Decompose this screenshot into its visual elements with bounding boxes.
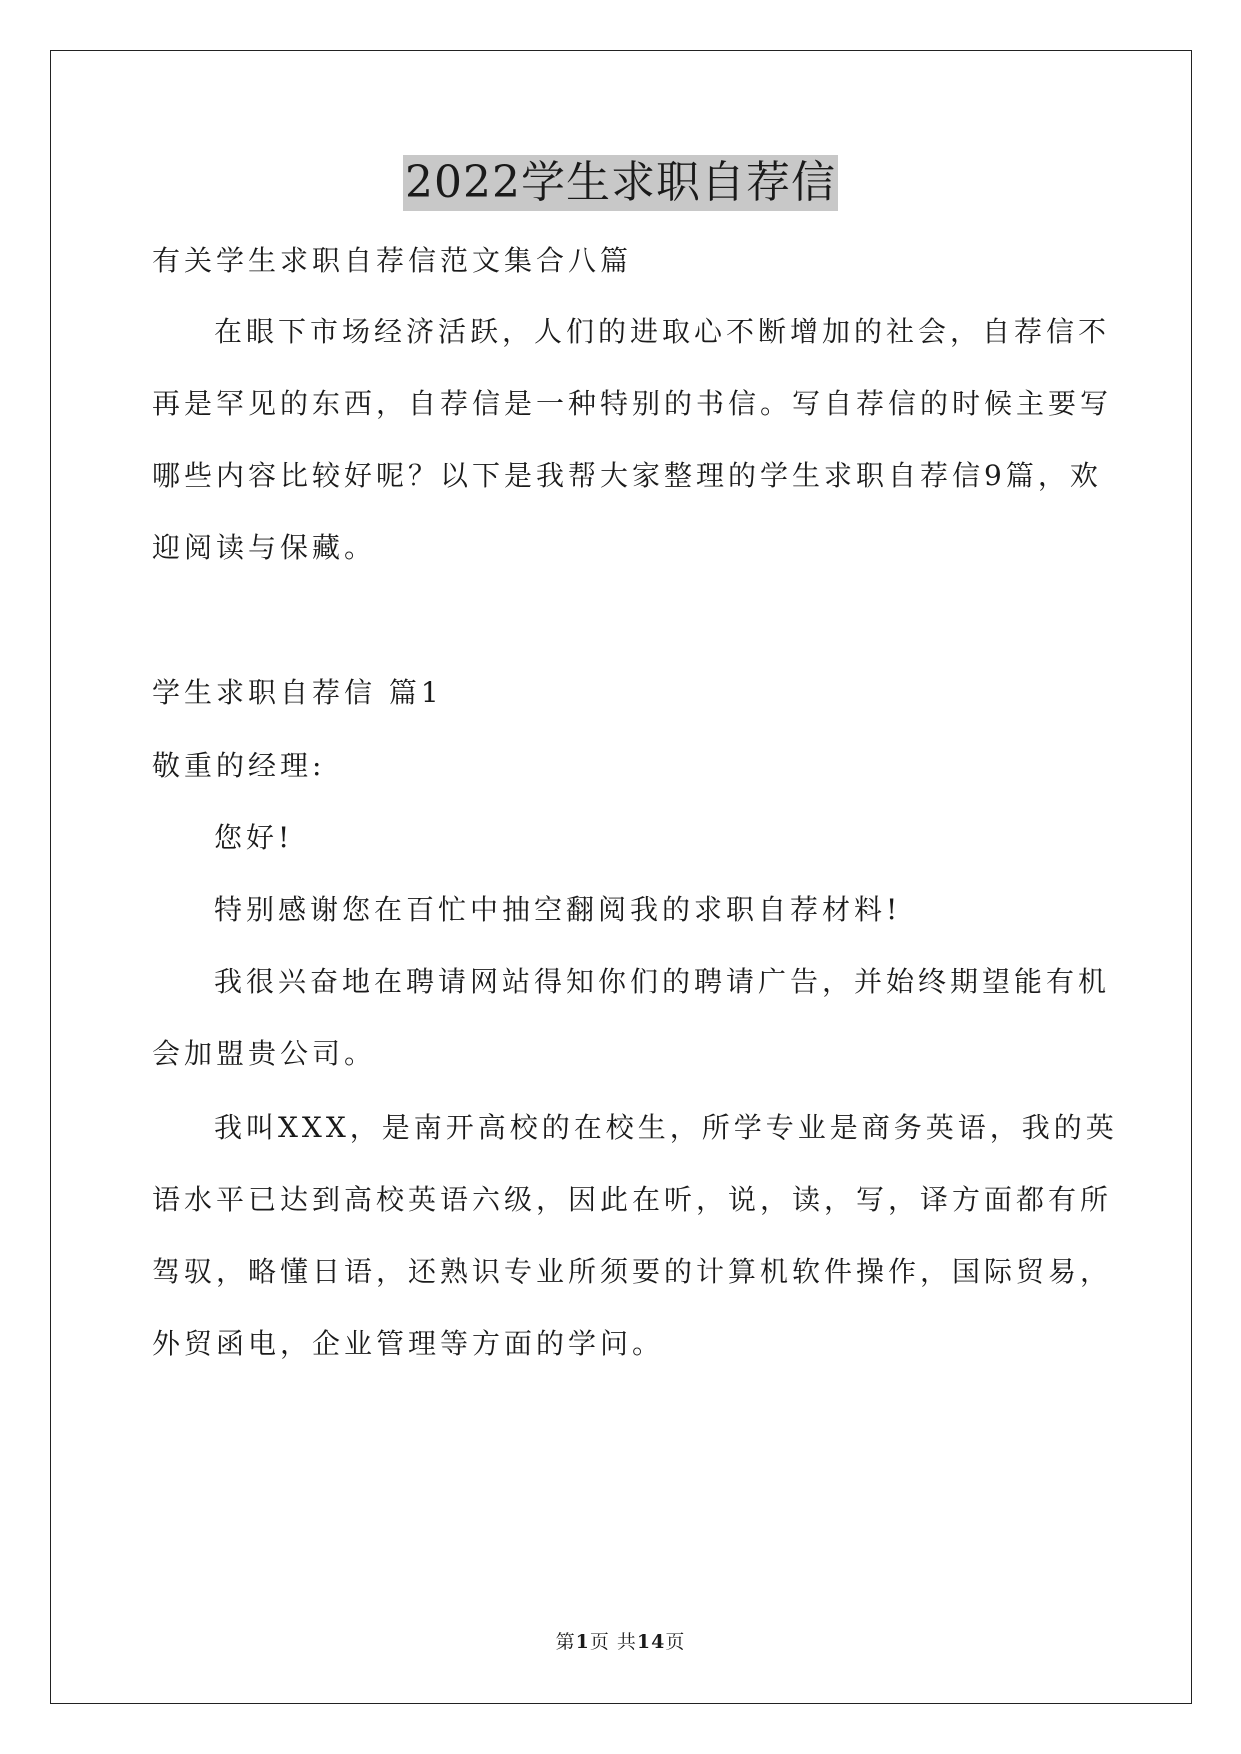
- para1-line-1: 我很兴奋地在聘请网站得知你们的聘请广告，并始终期望能有机: [214, 965, 1111, 998]
- para2-line-1: 我叫XXX，是南开高校的在校生，所学专业是商务英语，我的英: [214, 1111, 1118, 1144]
- intro-line-3: 哪些内容比较好呢？以下是我帮大家整理的学生求职自荐信9篇，欢: [152, 459, 1102, 492]
- subtitle: 有关学生求职自荐信范文集合八篇: [152, 244, 633, 277]
- thanks-line: 特别感谢您在百忙中抽空翻阅我的求职自荐材料!: [214, 893, 902, 926]
- intro-line-4: 迎阅读与保藏。: [152, 531, 377, 564]
- page-border: [50, 50, 1192, 1704]
- para2-line-4: 外贸函电，企业管理等方面的学问。: [152, 1327, 665, 1360]
- para2-line-2: 语水平已达到高校英语六级，因此在听，说，读，写，译方面都有所: [152, 1183, 1113, 1216]
- footer-page-number: 1: [575, 1631, 590, 1653]
- footer-total-pages: 14: [636, 1631, 666, 1653]
- salutation: 敬重的经理:: [152, 749, 326, 782]
- footer-mid: 页 共: [589, 1631, 637, 1653]
- greeting: 您好!: [214, 821, 294, 854]
- page-footer: [0, 1630, 1241, 1654]
- intro-line-2: 再是罕见的东西，自荐信是一种特别的书信。写自荐信的时候主要写: [152, 387, 1113, 420]
- para1-line-2: 会加盟贵公司。: [152, 1037, 377, 1070]
- section-heading: 学生求职自荐信 篇1: [152, 676, 443, 709]
- para2-line-3: 驾驭，略懂日语，还熟识专业所须要的计算机软件操作，国际贸易，: [152, 1255, 1113, 1288]
- footer-prefix: 第: [555, 1631, 576, 1653]
- footer-suffix: 页: [665, 1631, 686, 1653]
- intro-line-1: 在眼下市场经济活跃，人们的进取心不断增加的社会，自荐信不: [214, 315, 1111, 348]
- title-wrap: [0, 155, 1241, 211]
- document-title: 2022学生求职自荐信: [403, 155, 838, 211]
